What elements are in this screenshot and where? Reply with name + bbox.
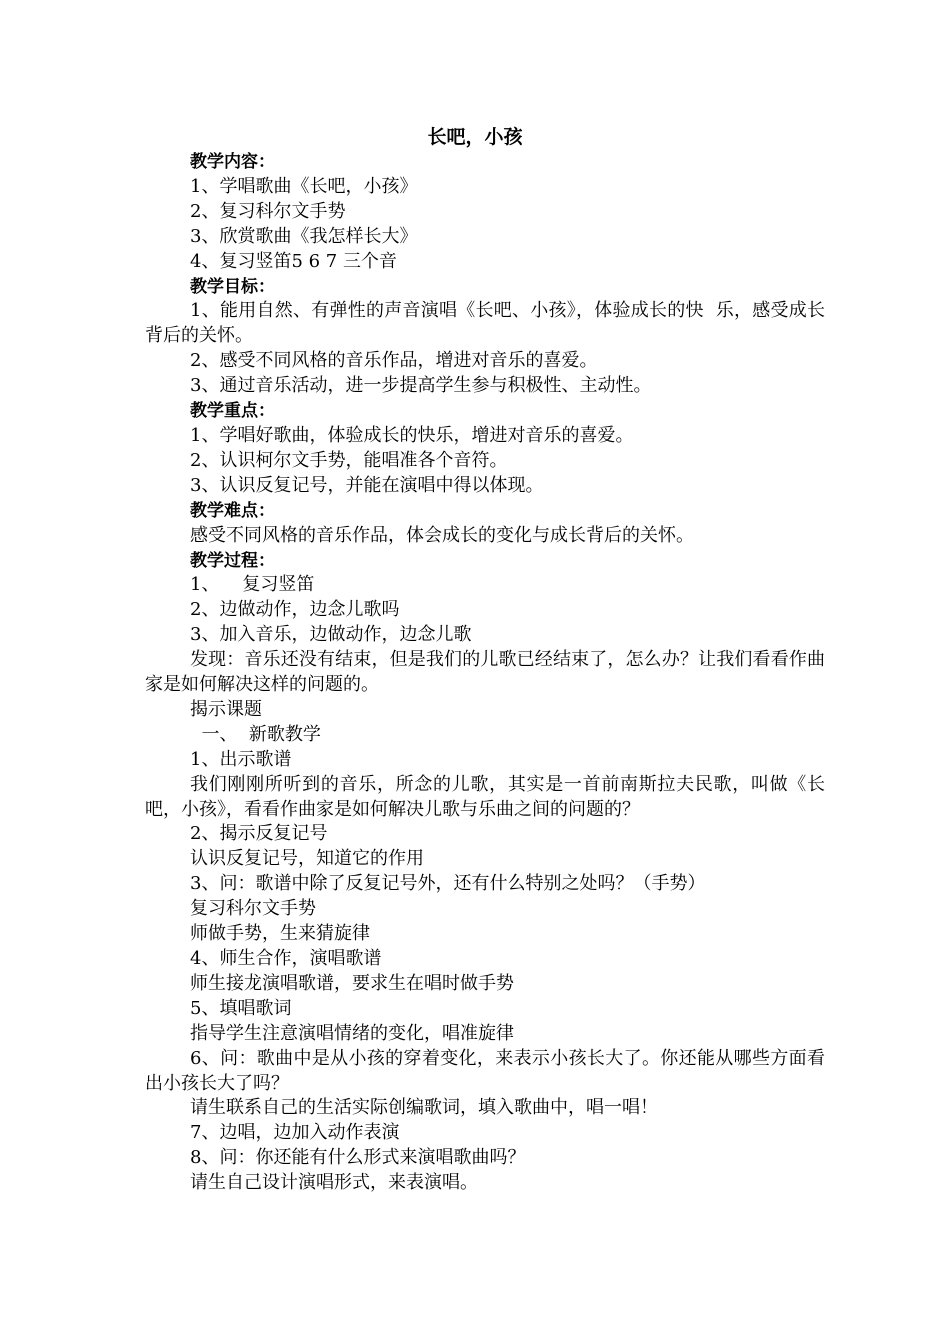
paragraph: 2、感受不同风格的音乐作品，增进对音乐的喜爱。 <box>190 350 598 372</box>
section-heading: 教学难点： <box>190 500 275 521</box>
paragraph: 3、认识反复记号，并能在演唱中得以体现。 <box>190 474 544 496</box>
paragraph: 2、揭示反复记号 <box>190 823 328 845</box>
paragraph: 复习科尔文手势 <box>190 898 316 920</box>
paragraph: 指导学生注意演唱情绪的变化，唱准旋律 <box>190 1022 514 1044</box>
paragraph: 2、认识柯尔文手势，能唱准各个音符。 <box>190 449 508 471</box>
paragraph: 3、通过音乐活动，进一步提高学生参与积极性、主动性。 <box>190 375 652 397</box>
paragraph: 师做手势，生来猜旋律 <box>190 923 370 945</box>
paragraph: 1、出示歌谱 <box>190 748 292 770</box>
paragraph: 1、 复习竖笛 <box>190 574 315 596</box>
paragraph: 请生联系自己的生活实际创编歌词，填入歌曲中，唱一唱！ <box>190 1097 658 1119</box>
section-heading: 教学内容： <box>190 152 275 172</box>
paragraph: 感受不同风格的音乐作品，体会成长的变化与成长背后的关怀。 <box>190 524 694 546</box>
paragraph: 6、问：歌曲中是从小孩的穿着变化，来表示小孩长大了。你还能从哪些方面看出小孩长大了吗？ <box>145 1047 825 1094</box>
paragraph: 我们刚刚所听到的音乐，所念的儿歌，其实是一首前南斯拉夫民歌，叫做《长吧，小孩》，看看作曲家是如何解决儿歌与乐曲之间的问题的？ <box>145 773 825 820</box>
paragraph: 7、边唱，边加入动作表演 <box>190 1122 400 1144</box>
paragraph: 4、复习竖笛5 6 7 三个音 <box>190 250 397 272</box>
paragraph: 3、加入音乐，边做动作，边念儿歌 <box>190 624 472 646</box>
paragraph: 一、 新歌教学 <box>190 723 321 745</box>
document-title: 长吧，小孩 <box>427 126 523 148</box>
section-heading: 教学目标： <box>190 276 275 297</box>
paragraph: 3、问：歌谱中除了反复记号外，还有什么特别之处吗？（手势） <box>190 873 706 895</box>
paragraph: 2、复习科尔文手势 <box>190 200 346 222</box>
paragraph: 4、师生合作，演唱歌谱 <box>190 948 382 969</box>
paragraph: 1、学唱歌曲《长吧，小孩》 <box>190 175 418 197</box>
paragraph: 3、欣赏歌曲《我怎样长大》 <box>190 225 418 247</box>
paragraph: 认识反复记号，知道它的作用 <box>190 848 424 870</box>
section-heading: 教学重点： <box>190 401 275 422</box>
paragraph: 2、边做动作，边念儿歌吗 <box>190 599 400 621</box>
paragraph: 揭示课题 <box>190 698 262 720</box>
paragraph: 发现：音乐还没有结束，但是我们的儿歌已经结束了，怎么办？让我们看看作曲家是如何解决这样的问题的。 <box>145 649 825 696</box>
paragraph: 5、填唱歌词 <box>190 997 292 1019</box>
paragraph: 1、能用自然、有弹性的声音演唱《长吧、小孩》，体验成长的快 乐，感受成长背后的关怀。 <box>145 300 825 347</box>
document-body <box>145 150 825 1196</box>
paragraph: 1、学唱好歌曲，体验成长的快乐，增进对音乐的喜爱。 <box>190 424 634 446</box>
paragraph: 8、问：你还能有什么形式来演唱歌曲吗？ <box>190 1147 526 1169</box>
paragraph: 师生接龙演唱歌谱，要求生在唱时做手势 <box>190 972 514 994</box>
section-heading: 教学过程： <box>190 550 275 571</box>
paragraph: 请生自己设计演唱形式，来表演唱。 <box>190 1172 478 1194</box>
